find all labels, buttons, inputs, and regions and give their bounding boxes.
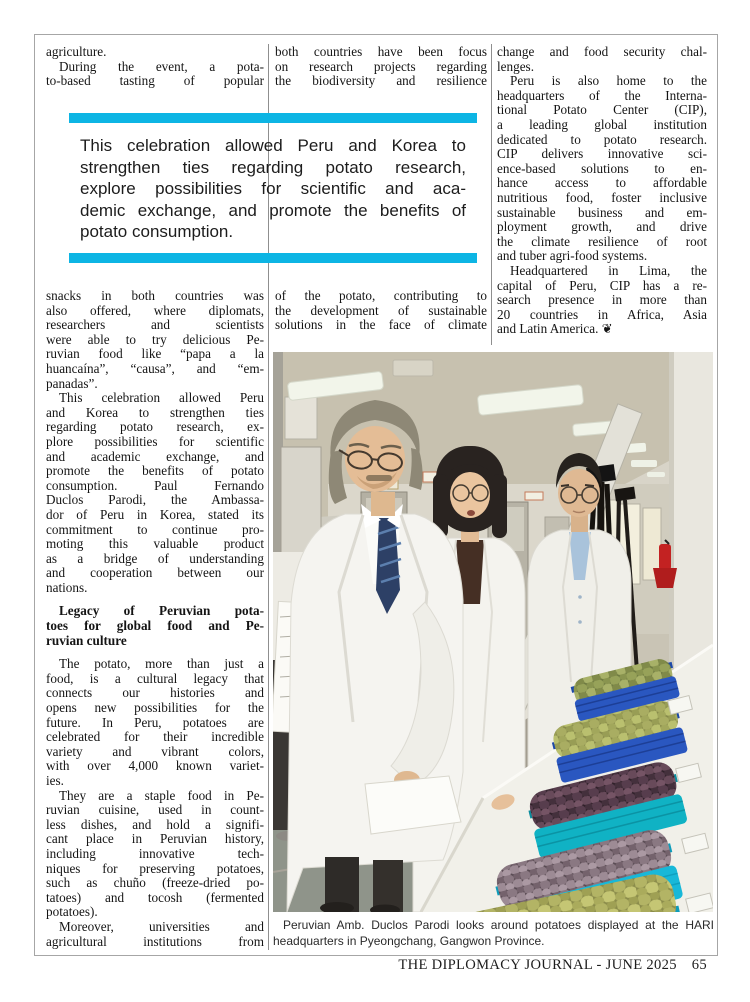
text-line: snacks in both countries was — [46, 289, 264, 303]
text-line: future. In Peru, potatoes are — [46, 715, 264, 730]
text-line: Legacy of Peruvian pota- — [59, 604, 264, 619]
text-line: the climate resilience of root — [497, 234, 707, 249]
text-line: a leading global institution — [497, 117, 707, 132]
text-line: including innovative tech- — [46, 846, 264, 861]
text-line: plore possibilities for scientific — [46, 434, 264, 449]
text-line: tional Potato Center (CIP), — [497, 103, 707, 118]
text-line: demic exchange, and promote the benefits of — [80, 200, 466, 220]
text-line: explore possibilities for scientific and aca- — [80, 179, 466, 199]
column-2-top-text — [275, 45, 487, 89]
text-line: ployment growth, and drive — [497, 220, 707, 235]
text-line: to-based tasting of popular — [46, 74, 264, 89]
photo-scene — [273, 352, 713, 912]
text-line: were able to try delicious Pe- — [46, 332, 264, 347]
column-2-mid-text — [275, 289, 487, 333]
text-line: The potato, more than just a — [59, 657, 264, 672]
text-line: niques for preserving potatoes, — [46, 861, 264, 876]
text-line: nutritious food, foster inclusive — [497, 190, 707, 205]
text-line: sustainable business and em- — [497, 205, 707, 220]
text-line: the development of sustainable — [275, 303, 487, 318]
text-line: panadas”. — [46, 376, 98, 391]
text-line: CIP delivers innovative sci- — [497, 147, 707, 162]
text-line: opens new possibilities for the — [46, 701, 264, 716]
text-line: the biodiversity and resilience — [275, 74, 487, 89]
pull-quote-text — [69, 135, 477, 243]
text-line: consumption. Paul Fernando — [46, 478, 264, 493]
text-line: This celebration allowed Peru and Korea to — [80, 136, 466, 155]
text-line: Peru is also home to the — [510, 74, 707, 89]
text-line: They are a staple food in Pe- — [59, 788, 264, 803]
text-line: celebrated for their incredible — [46, 730, 264, 745]
text-line: solutions in the face of climate — [275, 318, 487, 333]
text-line: food, is a cultural legacy that — [46, 671, 264, 686]
text-line: agriculture. — [46, 45, 107, 59]
page-footer — [398, 957, 707, 974]
text-line: Moreover, universities and — [59, 919, 264, 934]
text-line: cant place in Peruvian history, — [46, 832, 264, 847]
text-line: less dishes, and hold a signifi- — [46, 817, 264, 832]
text-line: agricultural institutions from — [46, 934, 264, 949]
text-line: Duclos Parodi, the Ambassa- — [46, 493, 264, 508]
text-line: Peruvian Amb. Duclos Parodi looks around potatoes displayed at the HARI — [283, 918, 714, 932]
text-line: promote the benefits of potato — [46, 464, 264, 479]
text-line: both countries have been focus — [275, 45, 487, 59]
quote-rule-top — [69, 113, 477, 123]
text-line: with over 4,000 known variet- — [46, 759, 264, 774]
text-line: search presence in more than — [497, 293, 707, 308]
text-line: and Korea to strengthen ties — [46, 405, 264, 420]
text-line: ruvian food like “papa a la — [46, 347, 264, 362]
text-line: toes for global food and Pe- — [46, 619, 264, 634]
text-line: huancaína”, “causa”, and “em- — [46, 361, 264, 376]
text-line: ruvian culture — [46, 633, 127, 648]
text-line: of the potato, contributing to — [275, 289, 487, 303]
text-line: such as chuño (freeze-dried po- — [46, 876, 264, 891]
text-line: ence-based solutions to en- — [497, 161, 707, 176]
text-line: commitment to continue pro- — [46, 522, 264, 537]
text-line: variety and vibrant colors, — [46, 744, 264, 759]
text-line: researchers and scientists — [46, 318, 264, 333]
page-number: 65 — [691, 957, 707, 973]
text-line: dedicated to potato research. — [497, 132, 707, 147]
text-line: connects our histories and — [46, 686, 264, 701]
text-line: potato consumption. — [80, 222, 234, 242]
text-line: and tuber agri-food systems. — [497, 249, 648, 264]
text-line: as a bridge of understanding — [46, 551, 264, 566]
text-line: Headquartered in Lima, the — [510, 263, 707, 278]
text-line: moting this valuable product — [46, 537, 264, 552]
column-3-text — [497, 45, 707, 337]
quote-rule-bottom — [69, 253, 477, 263]
text-line: capital of Peru, CIP has a re- — [497, 278, 707, 293]
column-1-top-text — [46, 45, 264, 89]
text-line: and Latin America. ❦ — [497, 322, 613, 337]
column-divider — [491, 44, 492, 345]
text-line: strengthen ties regarding potato research, — [80, 157, 466, 177]
article-photo — [273, 352, 713, 912]
text-line: and academic exchange, and — [46, 449, 264, 464]
text-line: lenges. — [497, 59, 534, 74]
text-line: This celebration allowed Peru — [59, 391, 264, 406]
text-line: and cooperation between our — [46, 566, 264, 581]
text-line: on research projects regarding — [275, 59, 487, 74]
text-line: ies. — [46, 774, 64, 788]
text-line: potatoes). — [46, 905, 98, 920]
pull-quote — [69, 113, 477, 263]
journal-title: THE DIPLOMACY JOURNAL - JUNE 2025 — [398, 957, 677, 973]
text-line: 20 countries in Africa, Asia — [497, 307, 707, 322]
text-line: also offered, where diplomats, — [46, 303, 264, 318]
text-line: regarding potato research, ex- — [46, 420, 264, 435]
text-line: tatoes) and tocosh (fermented — [46, 890, 264, 905]
text-line: nations. — [46, 580, 88, 595]
text-line: ruvian cuisine, used in count- — [46, 803, 264, 818]
text-line: dor of Peru in Korea, stated its — [46, 507, 264, 522]
text-line: headquarters of the Interna- — [497, 88, 707, 103]
column-1-main-text — [46, 289, 264, 949]
text-line: headquarters in Pyeongchang, Gangwon Province. — [273, 934, 545, 949]
text-line: change and food security chal- — [497, 45, 707, 59]
text-line: hance access to affordable — [497, 176, 707, 191]
text-line: During the event, a pota- — [59, 59, 264, 74]
photo-caption — [273, 917, 714, 950]
